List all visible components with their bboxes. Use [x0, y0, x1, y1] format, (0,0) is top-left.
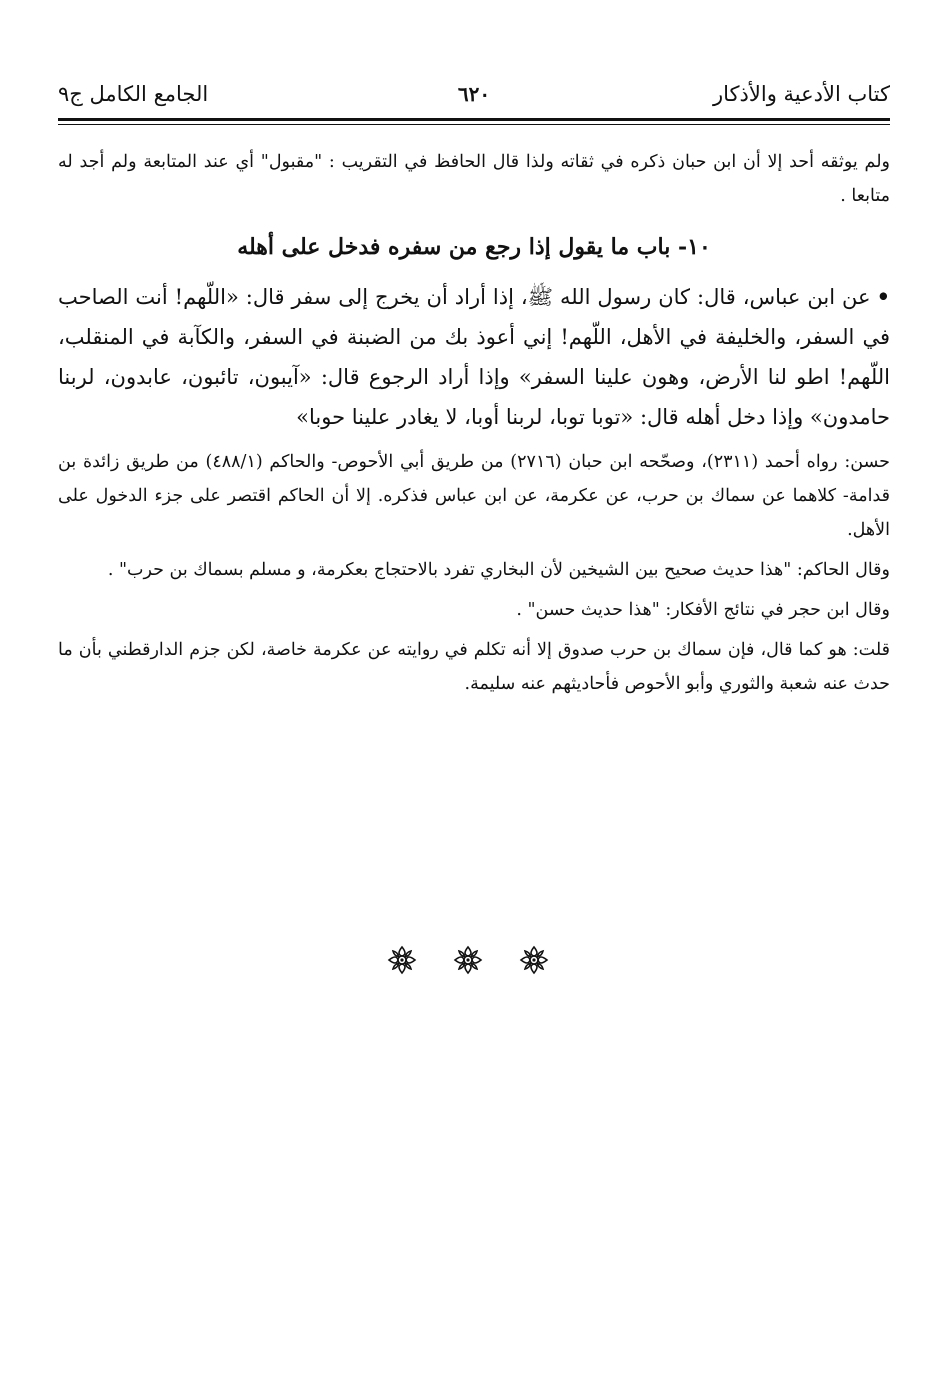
chapter-heading: ١٠- باب ما يقول إذا رجع من سفره فدخل على أهله: [237, 234, 711, 260]
section-end-ornaments: [0, 945, 935, 975]
collection-title: الجامع الكامل ج٩: [58, 82, 209, 106]
previous-note: ولم يوثقه أحد إلا أن ابن حبان ذكره في ثقاته ولذا قال الحافظ في التقريب : "مقبول" أي عند المتابعة ولم أجد له متابعا .: [58, 152, 890, 206]
book-page: [58, 70, 890, 701]
hakim-note: وقال الحاكم: "هذا حديث صحيح بين الشيخين لأن البخاري تفرد بالاحتجاج بعكرمة، و مسلم بسماك بن حرب" .: [107, 560, 890, 580]
takhrij-note: حسن: رواه أحمد (٢٣١١)، وصحّحه ابن حبان (٢٧١٦) من طريق أبي الأحوص- والحاكم (٤٨٨/١) من طريق زائدة بن قدامة- كلاهما عن سماك بن حرب، عن عكرمة، عن ابن عباس فذكره. إلا أن الحاكم اقتصر على جزء الدخول على الأهل.: [58, 452, 890, 540]
author-note: قلت: هو كما قال، فإن سماك بن حرب صدوق إلا أنه تكلم في روايته عن عكرمة خاصة، لكن جزم الدارقطني بأن ما حدث عنه شعبة والثوري وأبو الأحوص فأحاديثهم عنه سليمة.: [58, 640, 890, 694]
floral-ornament-icon: [519, 945, 549, 975]
floral-ornament-icon: [453, 945, 483, 975]
header-rule-thick: [58, 118, 890, 121]
running-header: [58, 70, 890, 114]
header-rule-thin: [58, 124, 890, 125]
ibn-hajar-note: وقال ابن حجر في نتائج الأفكار: "هذا حديث حسن" .: [516, 600, 890, 620]
hadith-text: [58, 277, 890, 437]
bullet-icon: •: [876, 284, 890, 309]
book-title: كتاب الأدعية والأذكار: [713, 82, 890, 106]
page-number: ٦٢٠: [457, 82, 491, 106]
floral-ornament-icon: [387, 945, 417, 975]
hadith-body: عن ابن عباس، قال: كان رسول الله ﷺ، إذا أراد أن يخرج إلى سفر قال: «اللّهم! أنت الصاحب في السفر، والخليفة في الأهل، اللّهم! إني أعوذ بك من الضبنة في السفر، والكآبة في المنقلب، اللّهم! اطو لنا الأرض، وهون علينا السفر» وإذا أراد الرجوع قال: «آيبون، تائبون، عابدون، لربنا حامدون» وإذا دخل أهله قال: «توبا توبا، لربنا أوبا، لا يغادر علينا حوبا»: [58, 285, 890, 429]
